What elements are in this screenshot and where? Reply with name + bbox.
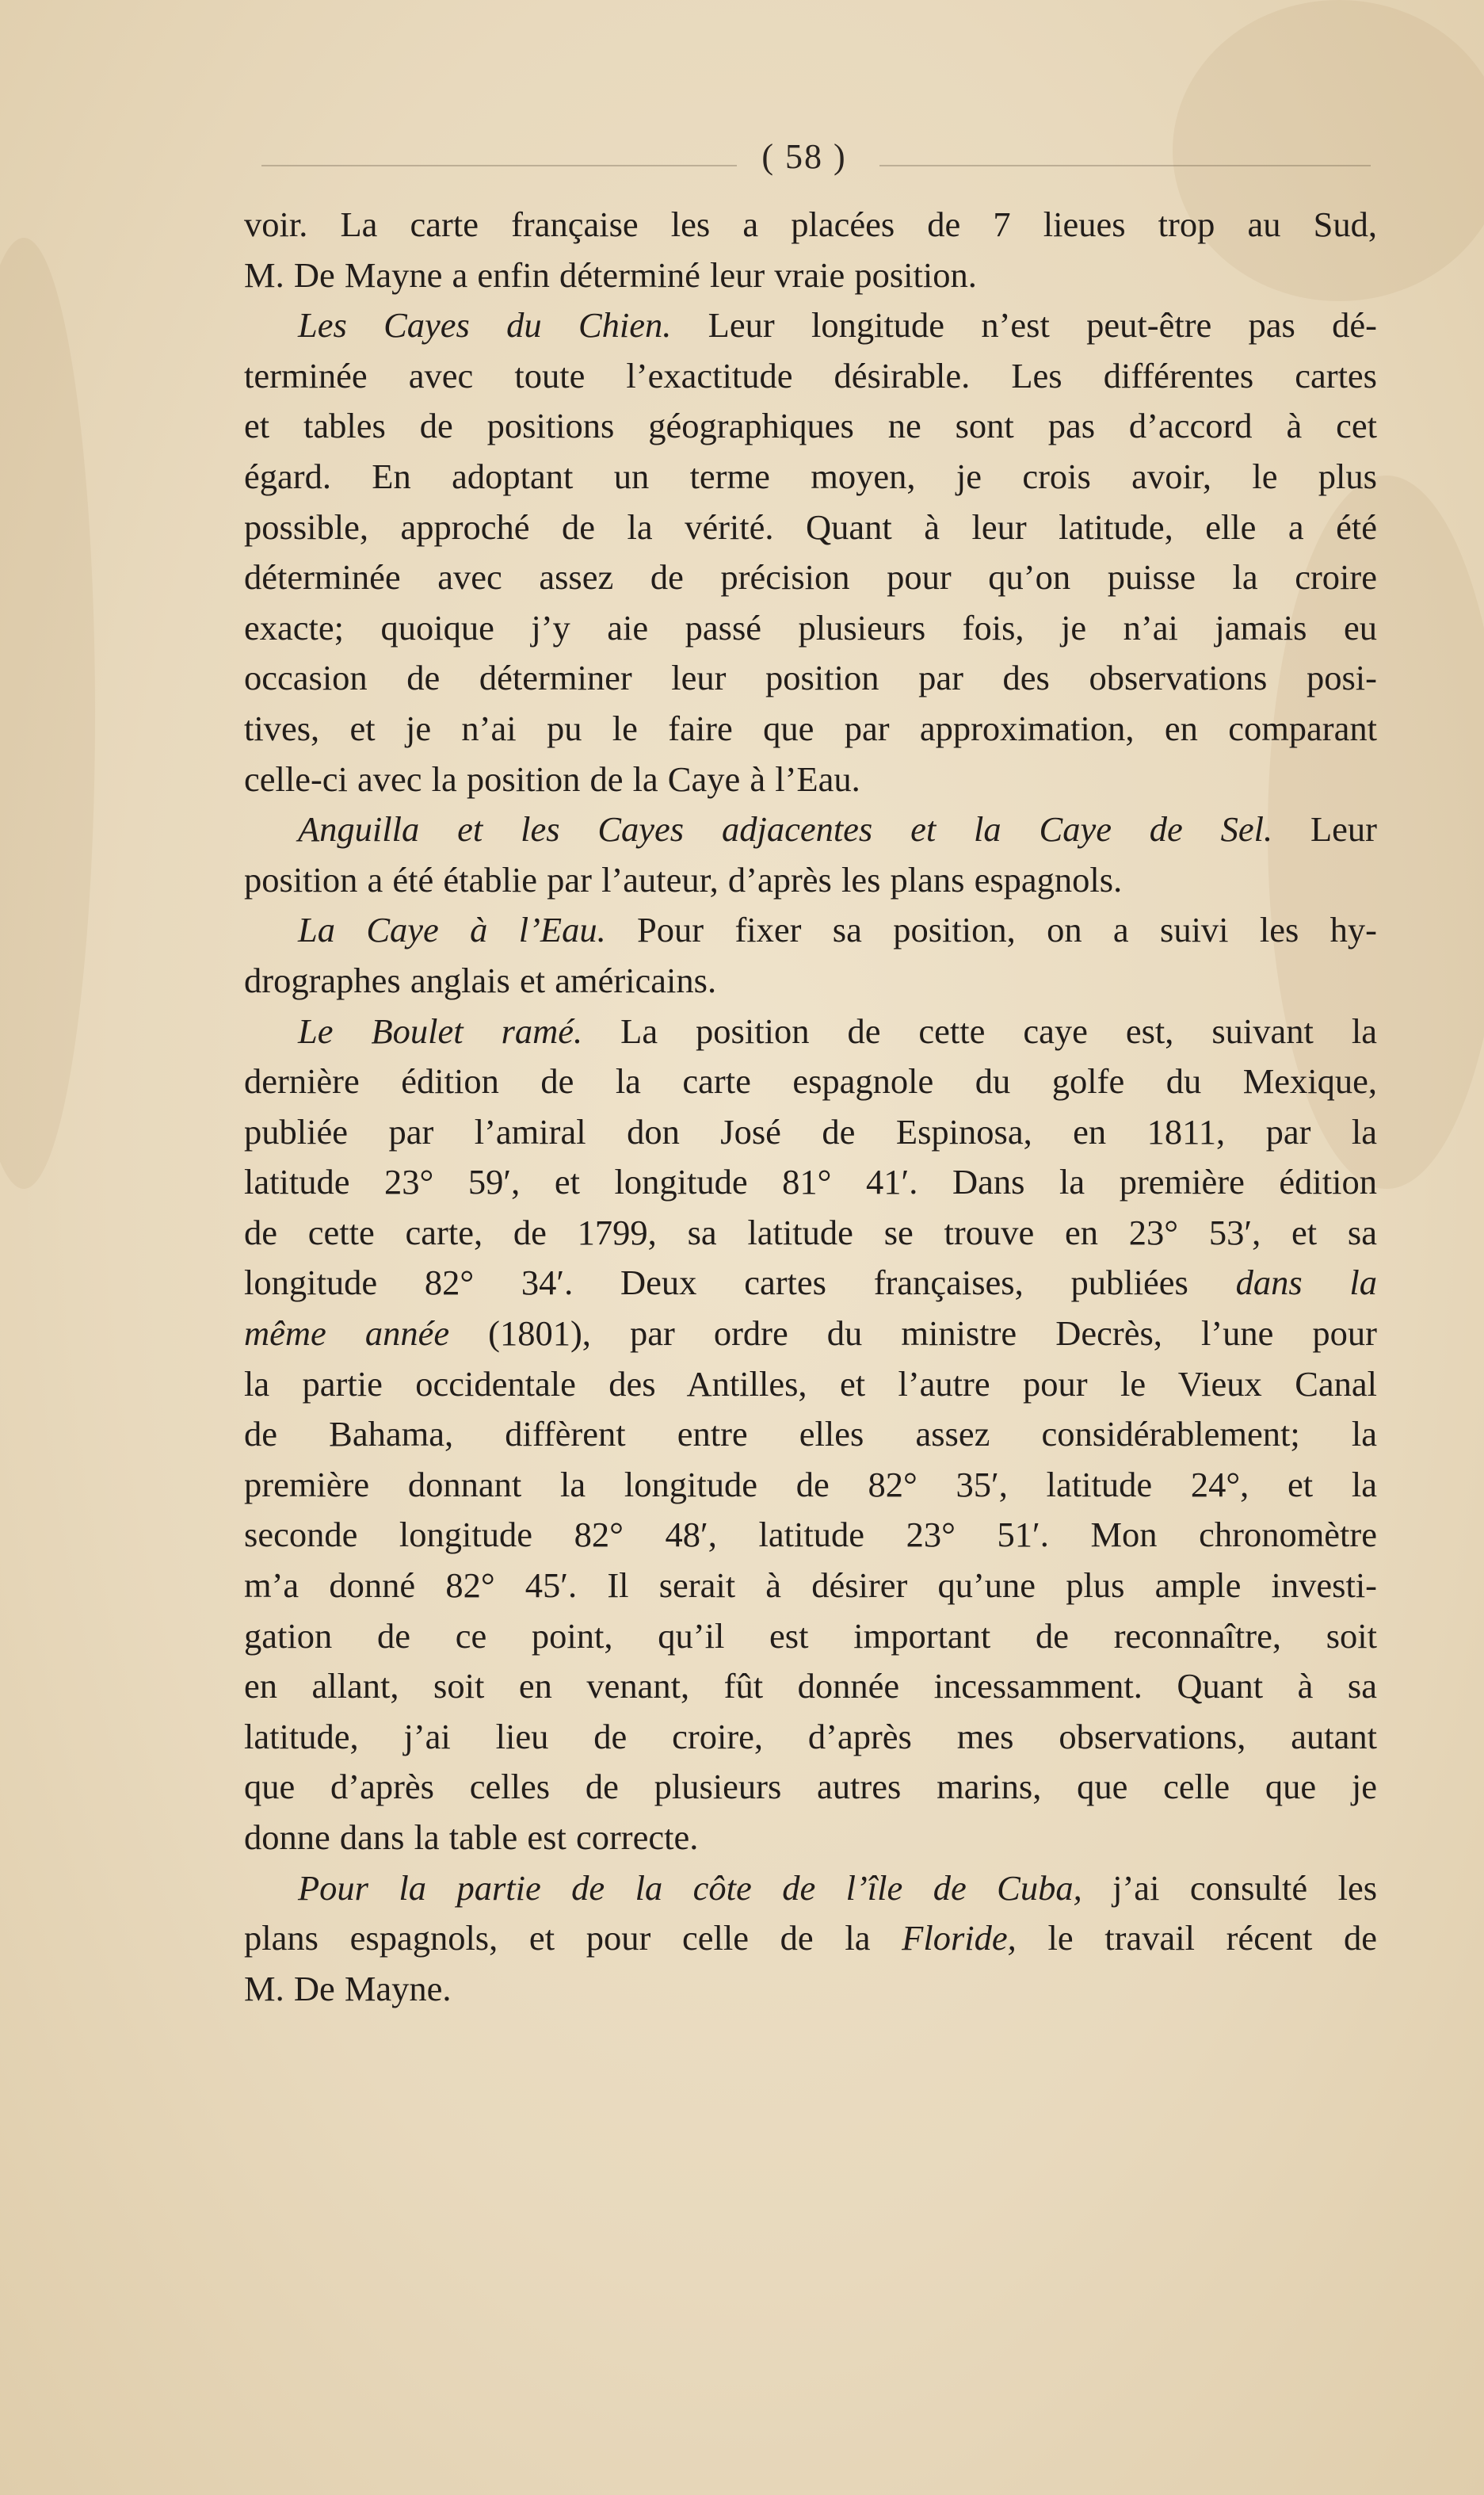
text-run: tives, et je n’ai pu le faire que par approximation, en comparant bbox=[244, 708, 1377, 748]
text-run: exacte; quoique j’y aie passé plusieurs fois, je n’ai jamais eu bbox=[244, 607, 1377, 648]
text-run: seconde longitude 82° 48′, latitude 23° 51′. Mon chronomètre bbox=[244, 1515, 1377, 1555]
text-run: possible, approché de la vérité. Quant à leur latitude, elle a été bbox=[244, 506, 1377, 547]
text-run: latitude, j’ai lieu de croire, d’après mes observations, autant bbox=[244, 1716, 1377, 1756]
page-header bbox=[0, 136, 1484, 192]
text-run: et tables de positions géographiques ne sont pas d’accord à cet bbox=[244, 406, 1377, 446]
text-line bbox=[244, 300, 1377, 351]
italic-text: Le Boulet ramé. bbox=[298, 1011, 583, 1051]
text-line bbox=[244, 250, 1377, 301]
text-run: donne dans la table est correcte. bbox=[244, 1817, 699, 1857]
text-line bbox=[244, 1258, 1377, 1309]
header-rule-right bbox=[879, 165, 1371, 166]
text-run: égard. En adoptant un terme moyen, je crois avoir, le plus bbox=[244, 456, 1377, 496]
text-run: position a été établie par l’auteur, d’après les plans espagnols. bbox=[244, 859, 1123, 900]
text-line bbox=[244, 603, 1377, 654]
text-line bbox=[244, 653, 1377, 704]
text-run: longitude 82° 34′. Deux cartes françaises, publiées bbox=[244, 1263, 1236, 1303]
text-line bbox=[244, 1964, 1377, 2015]
text-line bbox=[244, 855, 1377, 906]
italic-text: Floride, bbox=[902, 1918, 1017, 1958]
paper-stain bbox=[0, 238, 95, 1189]
text-line bbox=[244, 401, 1377, 452]
italic-text: Anguilla et les Cayes adjacentes et la Caye de Sel. bbox=[298, 809, 1273, 850]
page-number: ( 58 ) bbox=[761, 137, 847, 176]
text-line bbox=[244, 1409, 1377, 1460]
text-line bbox=[244, 956, 1377, 1007]
text-line bbox=[244, 1460, 1377, 1511]
italic-text: La Caye à l’Eau. bbox=[298, 910, 606, 950]
text-line bbox=[244, 1056, 1377, 1107]
text-run: publiée par l’amiral don José de Espinosa, en 1811, par la bbox=[244, 1111, 1377, 1152]
text-line bbox=[244, 1913, 1377, 1964]
text-line bbox=[244, 755, 1377, 805]
text-run: le travail récent de bbox=[1016, 1918, 1378, 1958]
text-line bbox=[244, 200, 1377, 250]
text-line bbox=[244, 1863, 1377, 1914]
text-run: celle-ci avec la position de la Caye à l’Eau. bbox=[244, 758, 860, 799]
text-line bbox=[244, 1107, 1377, 1158]
text-line bbox=[244, 1309, 1377, 1359]
text-line bbox=[244, 452, 1377, 502]
text-line bbox=[244, 704, 1377, 755]
text-run: Leur longitude n’est peut-être pas dé- bbox=[671, 305, 1377, 346]
text-line bbox=[244, 1661, 1377, 1712]
text-run: déterminée avec assez de précision pour qu’on puisse la croire bbox=[244, 557, 1377, 598]
text-run: de Bahama, diffèrent entre elles assez considérablement; la bbox=[244, 1414, 1377, 1454]
text-run: m’a donné 82° 45′. Il serait à désirer qu’une plus ample investi- bbox=[244, 1565, 1377, 1606]
text-line bbox=[244, 804, 1377, 855]
text-run: Leur bbox=[1272, 809, 1377, 850]
text-run: que d’après celles de plusieurs autres marins, que celle que je bbox=[244, 1767, 1377, 1807]
text-line bbox=[244, 1561, 1377, 1611]
text-line bbox=[244, 1813, 1377, 1863]
text-run: (1801), par ordre du ministre Decrès, l’une pour bbox=[449, 1313, 1378, 1354]
text-run: plans espagnols, et pour celle de la bbox=[244, 1918, 902, 1958]
text-run: latitude 23° 59′, et longitude 81° 41′. Dans la première édition bbox=[244, 1162, 1377, 1202]
text-run: dernière édition de la carte espagnole du golfe du Mexique, bbox=[244, 1061, 1377, 1102]
text-run: la partie occidentale des Antilles, et l’autre pour le Vieux Canal bbox=[244, 1363, 1377, 1404]
text-run: en allant, soit en venant, fût donnée incessamment. Quant à sa bbox=[244, 1666, 1377, 1706]
text-line bbox=[244, 1007, 1377, 1057]
text-line bbox=[244, 351, 1377, 402]
text-run: terminée avec toute l’exactitude désirable. Les différentes cartes bbox=[244, 355, 1377, 395]
text-line bbox=[244, 1157, 1377, 1208]
text-run: de cette carte, de 1799, sa latitude se trouve en 23° 53′, et sa bbox=[244, 1212, 1377, 1252]
text-run: M. De Mayne. bbox=[244, 1968, 452, 2008]
italic-text: Pour la partie de la côte de l’île de Cuba, bbox=[298, 1867, 1082, 1908]
text-line bbox=[244, 552, 1377, 603]
italic-text: Les Cayes du Chien. bbox=[298, 305, 672, 346]
text-line bbox=[244, 905, 1377, 956]
text-run: occasion de déterminer leur position par des observations posi- bbox=[244, 658, 1377, 698]
text-line bbox=[244, 1208, 1377, 1259]
text-run: gation de ce point, qu’il est important de reconnaître, soit bbox=[244, 1615, 1377, 1656]
text-run: drographes anglais et américains. bbox=[244, 960, 717, 1000]
text-line bbox=[244, 1712, 1377, 1763]
text-line bbox=[244, 1611, 1377, 1662]
text-line bbox=[244, 1510, 1377, 1561]
text-line bbox=[244, 1359, 1377, 1410]
italic-text: même année bbox=[244, 1313, 450, 1354]
italic-text: dans la bbox=[1235, 1263, 1378, 1303]
text-run: La position de cette caye est, suivant la bbox=[582, 1011, 1377, 1051]
body-text bbox=[244, 200, 1377, 2014]
text-run: voir. La carte française les a placées de 7 lieues trop au Sud, bbox=[244, 204, 1377, 244]
text-run: M. De Mayne a enfin déterminé leur vraie position. bbox=[244, 254, 977, 295]
text-run: Pour fixer sa position, on a suivi les hy- bbox=[605, 910, 1377, 950]
text-line bbox=[244, 502, 1377, 553]
text-run: première donnant la longitude de 82° 35′, latitude 24°, et la bbox=[244, 1464, 1377, 1504]
text-line bbox=[244, 1762, 1377, 1813]
text-run: j’ai consulté les bbox=[1082, 1867, 1378, 1908]
